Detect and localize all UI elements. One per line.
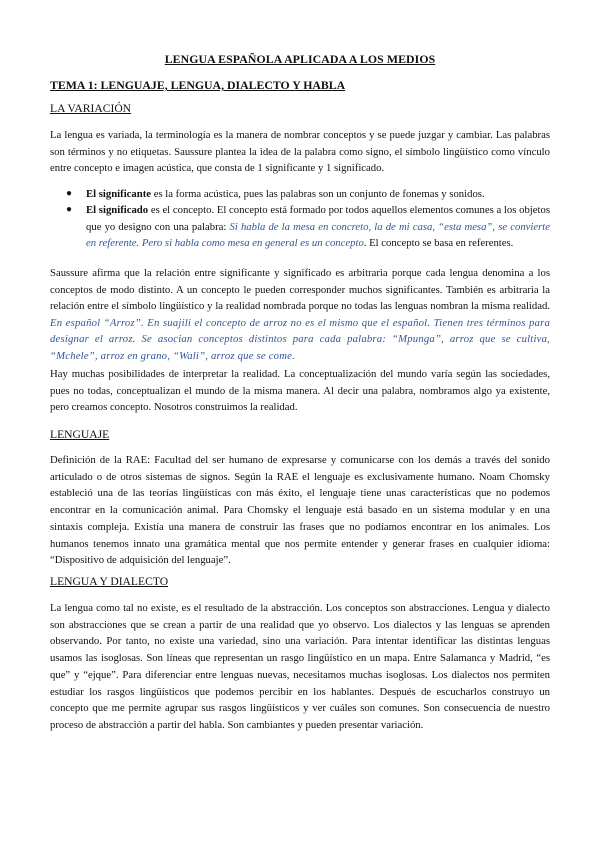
section-heading-lenguaje: LENGUAJE [50,428,110,441]
term-significado: El significado [86,204,149,217]
significado-end: . El concepto se basa en referentes. [363,237,514,250]
section-heading-lengua-dialecto: LENGUA Y DIALECTO [50,575,169,588]
lenguaje-paragraph: Definición de la RAE: Facultad del ser humano de expresarse y comunicarse con los demás a través del sonido articulado o de otros sistemas de signos. Según la RAE el lenguaje es exclusivamente humano. Noam Chomsky estableció una de las teorías lingüísticas con más éxito, el lenguaje tiene unas características que no podemos encontrar en la comunicación animal. Para Chomsky el lenguaje está basado en un sistema modular y en una sintaxis compleja. Existía una manera de construir las frases que no podíamos encontrar en los animales. Los humanos tenemos innato una gramática mental que nos permite entender y generar frases en cualquier idioma: “Dispositivo de adquisición del lenguaje”. [50,454,550,567]
bullet-significante [50,186,550,202]
section-heading-variacion: LA VARIACIÓN [50,102,132,115]
document-title: LENGUA ESPAÑOLA APLICADA A LOS MEDIOS [164,52,436,66]
arbitrariedad-text: Saussure afirma que la relación entre significante y significado es arbitraria porque cada lengua denomina a los conceptos de modo distinto. A un concepto le pueden corresponder muchos significantes. También es arbitraria la relación entre el símbolo lingüístico y la realidad nombrada porque no todas las lenguas nombran la misma realidad. [50,267,550,313]
significante-definition: es la forma acústica, pues las palabras son un conjunto de fonemas y sonidos. [151,188,485,200]
lengua-dialecto-paragraph: La lengua como tal no existe, es el resultado de la abstracción. Los conceptos son abstracciones. Lengua y dialecto son abstracciones que se crean a partir de una realidad que yo observo. Los dialectos y las lenguas se aprenden observando. Por tanto, no existe una variedad, sino una variación. Para intentar identificar las distintas lenguas usamos las isoglosas. Son líneas que representan un rasgo lingüístico en un mapa. Entre Salamanca y Madrid, “es que” y “ejque”. Para diferenciar entre lenguas nuevas, necesitamos muchas isoglosas. Los dialectos nos permiten estudiar los rasgos lingüísticos que podemos percibir en los hablantes. Después de escucharlos construyo un concepto que me permite agrupar sus rasgos lingüísticos y ver cuáles son comunes. Son consecuencia de nuestro proceso de abstracción a partir del habla. Son cambiantes y pueden presentar variación. [50,602,550,731]
arbitrariedad-paragraph [50,265,550,365]
topic-title: TEMA 1: LENGUAJE, LENGUA, DIALECTO Y HABLA [50,78,346,92]
significado-definition: es el concepto. El concepto está formado por todos aquellos elementos comunes a los objetos que yo designo con una palabra: [86,204,550,233]
bullet-dot-icon: ● [66,204,73,216]
bullet-dot-icon: ● [66,188,73,199]
arroz-example: En español “Arroz”. En suajili el concepto de arroz no es el mismo que el español. Tienen tres términos para designar el arroz. Se asocian conceptos distintos para cada palabra: “Mpunga”, arroz que se cultiva, “Mchele”, arroz en grano, “Wali”, arroz que se come. [50,316,550,362]
signo-bullet-list [50,186,550,252]
variacion-intro-paragraph: La lengua es variada, la terminología es la manera de nombrar conceptos y se puede juzgar y cambiar. Las palabras son términos y no etiquetas. Saussure plantea la idea de la palabra como signo, el símbolo lingüístico como vínculo entre concepto e imagen acústica, que consta de 1 significante y 1 significado. [50,129,550,175]
bullet-significado [50,202,550,251]
significado-example: Si habla de la mesa en concreto, la de mi casa, “esta mesa”, se convierte en referente. Pero si habla como mesa en general es un concepto [86,220,550,250]
term-significante: El significante [86,188,152,200]
conceptualizacion-paragraph: Hay muchas posibilidades de interpretar la realidad. La conceptualización del mundo varía según las sociedades, pues no todas, conceptualizan el mundo de la misma manera. Al decir una palabra, nombramos algo ya existente, pero creamos concepto. Nosotros construimos la realidad. [50,368,550,414]
